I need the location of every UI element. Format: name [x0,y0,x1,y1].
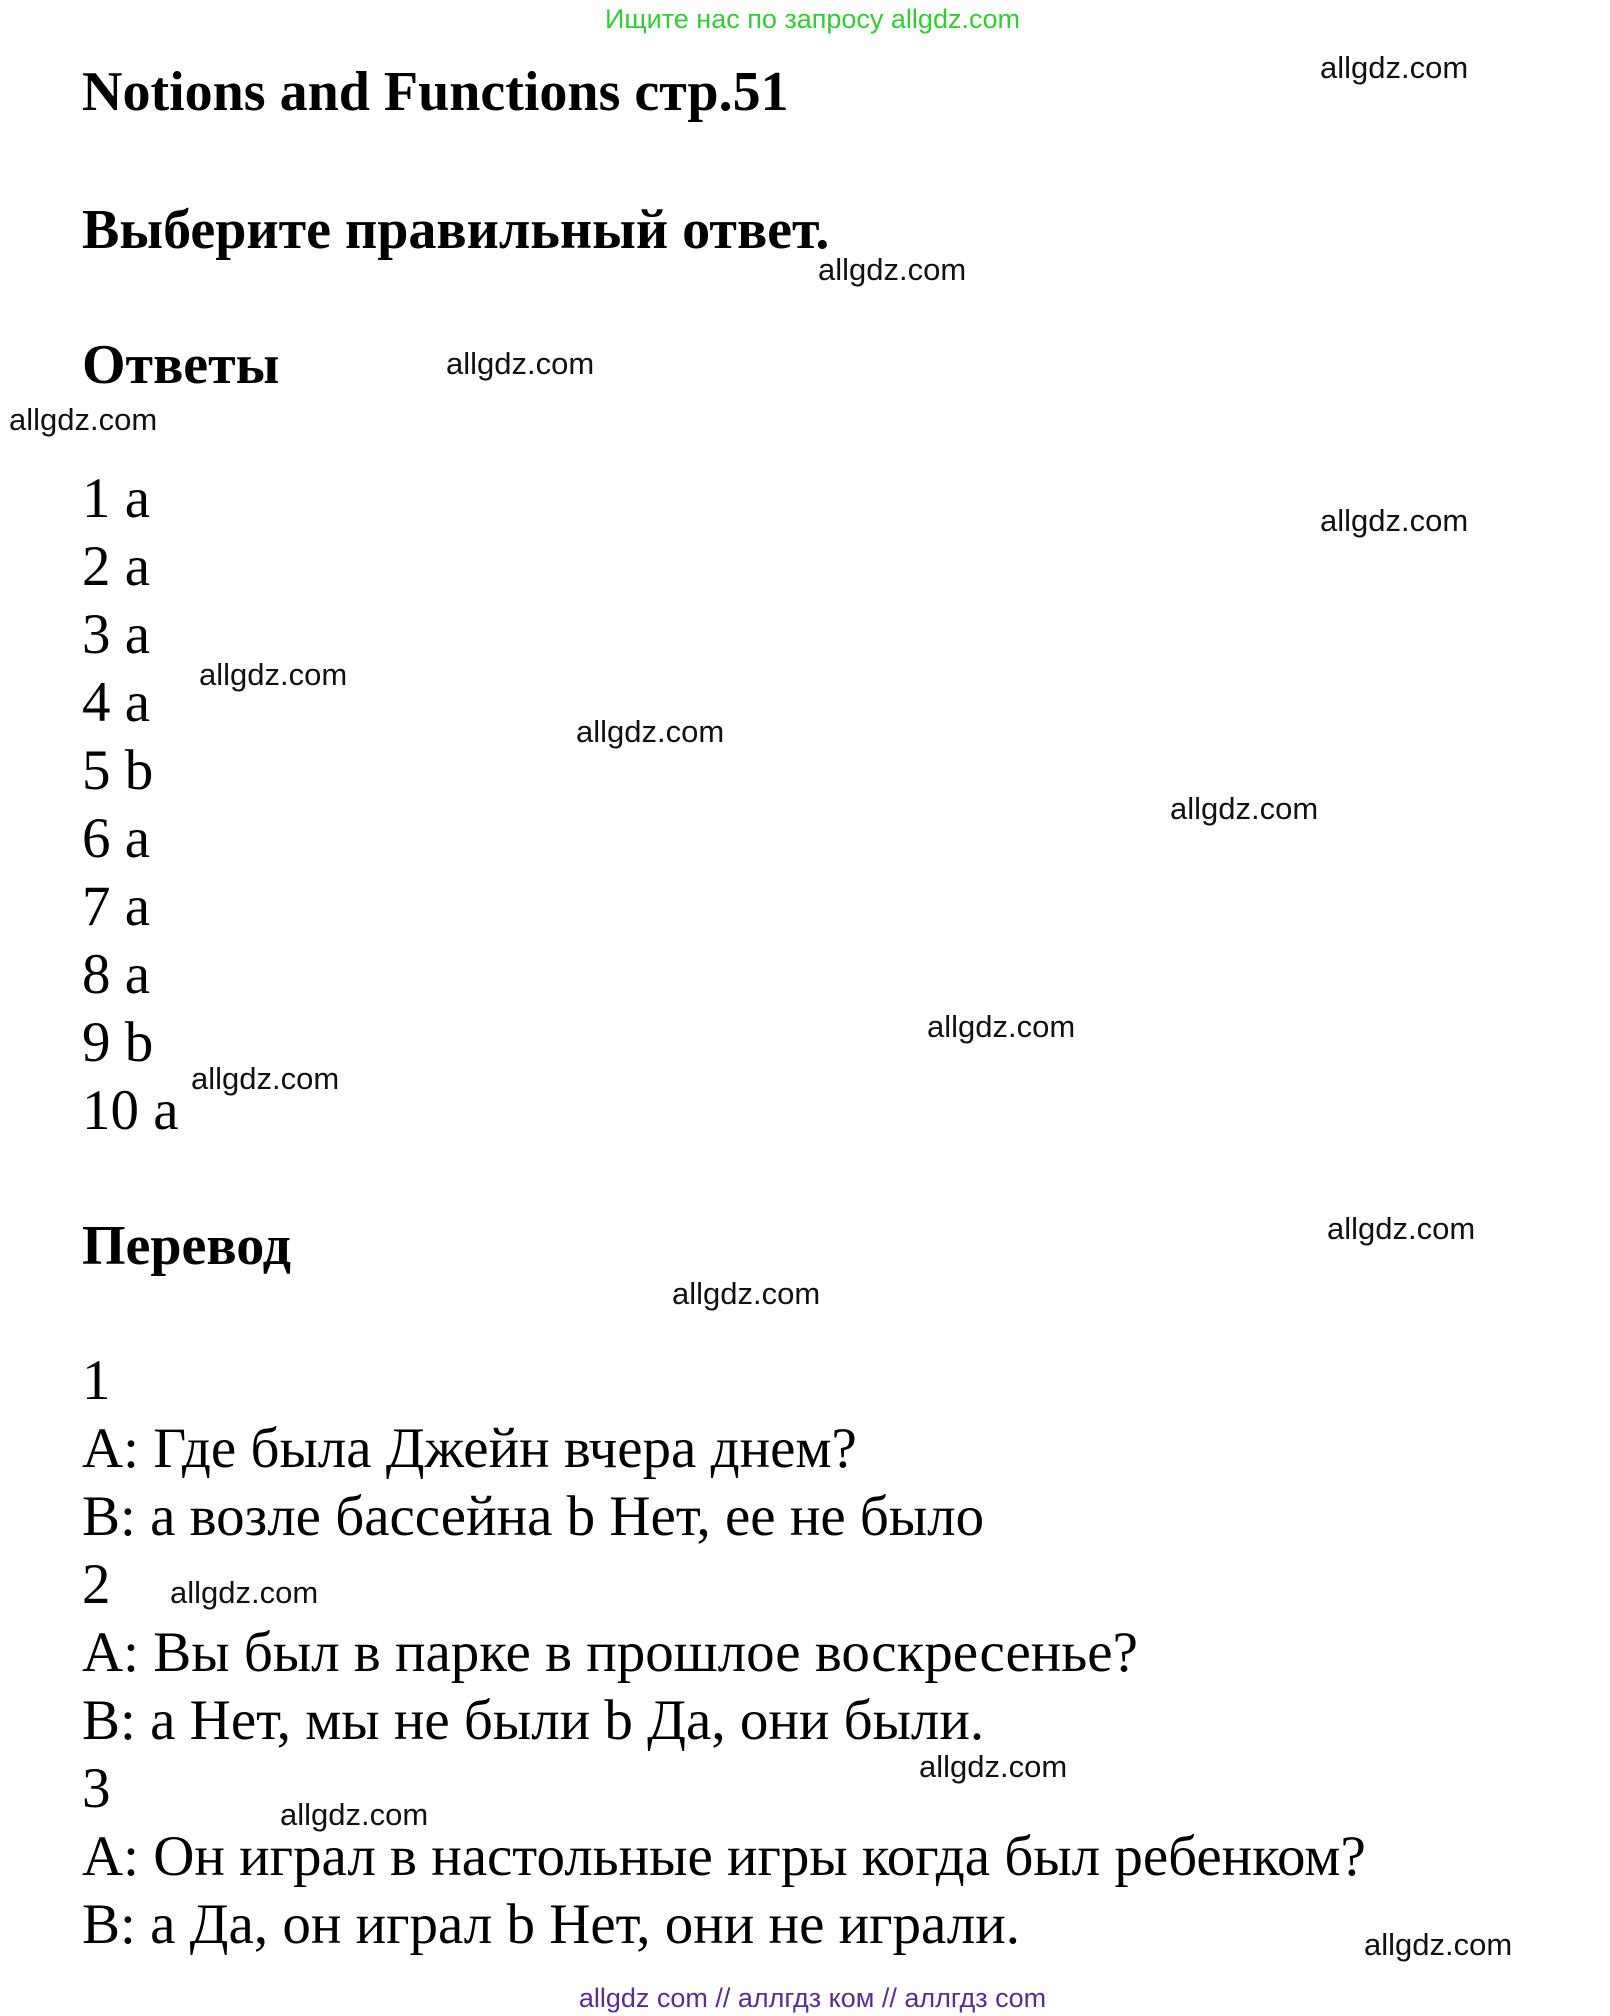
watermark: allgdz.com [927,1009,1076,1044]
watermark: allgdz.com [1320,503,1469,538]
translation-line: A: Где была Джейн вчера днем? [82,1417,857,1480]
watermark: allgdz.com [818,252,967,287]
answers-heading: Ответы [82,334,280,396]
answer-item: 7 a [82,875,151,938]
answer-item: 9 b [82,1011,154,1074]
answer-item: 4 a [82,671,151,734]
watermark: allgdz.com [170,1575,319,1610]
watermark: allgdz.com [9,402,158,437]
watermark: allgdz.com [446,346,595,381]
translation-line: A: Вы был в парке в прошлое воскресенье? [82,1621,1138,1684]
watermark: allgdz.com [280,1797,429,1832]
translation-heading: Перевод [82,1215,291,1277]
watermark: allgdz.com [1170,791,1319,826]
translation-line: B: а Нет, мы не были b Да, они были. [82,1689,985,1752]
watermark: allgdz.com [199,657,348,692]
search-banner[interactable]: Ищите нас по запросу allgdz.com [605,4,1020,34]
watermark: allgdz.com [1364,1927,1513,1962]
translation-line: B: а возле бассейна b Нет, ее не было [82,1485,985,1548]
watermark: allgdz.com [1327,1211,1476,1246]
answer-item: 1 a [82,467,151,530]
watermark: allgdz.com [191,1061,340,1096]
answer-item: 5 b [82,739,154,802]
translation-line: B: а Да, он играл b Нет, они не играли. [82,1893,1020,1956]
page-title: Notions and Functions стр.51 [82,61,789,123]
translation-line: 1 [82,1349,111,1412]
watermark: allgdz.com [919,1749,1068,1784]
answer-item: 3 a [82,603,151,666]
translation-line: A: Он играл в настольные игры когда был ребенком? [82,1825,1366,1888]
watermark: allgdz.com [576,714,725,749]
watermark: allgdz.com [672,1276,821,1311]
instruction-heading: Выберите правильный ответ. [82,199,830,261]
watermark: allgdz.com [1320,50,1469,85]
answer-item: 2 a [82,535,151,598]
answer-item: 6 a [82,807,151,870]
translation-line: 3 [82,1757,111,1820]
footer-links[interactable]: allgdz com // аллгдз ком // аллгдз com [578,1983,1047,2013]
answer-item: 10 a [82,1079,179,1142]
answer-item: 8 a [82,943,151,1006]
translation-line: 2 [82,1553,111,1616]
